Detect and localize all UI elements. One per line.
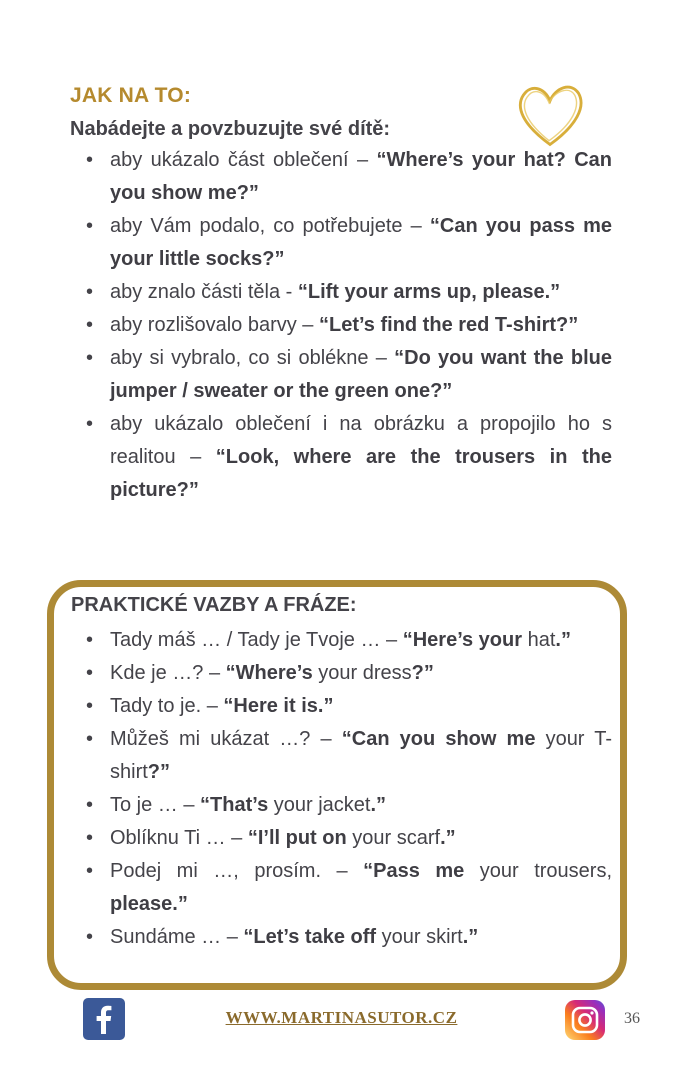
instruction-list [86,144,612,507]
list-item: • Tady to je. – “Here it is.” [86,690,612,723]
page-number: 36 [624,1010,640,1027]
list-item: • Oblíknu Ti … – “I’ll put on your scarf.” [86,822,612,855]
list-item: • aby rozlišovalo barvy – “Let’s find the red T-shirt?” [86,309,612,342]
list-item: • aby si vybralo, co si oblékne – “Do you want the blue jumper / sweater or the green one?” [86,342,612,408]
section-heading: JAK NA TO: [70,84,192,107]
list-item: • Podej mi …, prosím. – “Pass me your trousers, please.” [86,855,612,921]
phrases-box-title: PRAKTICKÉ VAZBY A FRÁZE: [71,594,357,616]
gold-heart-icon [512,78,588,154]
website-link[interactable]: WWW.MARTINASUTOR.CZ [225,1008,458,1027]
instagram-icon[interactable] [565,1000,605,1040]
list-item: • Můžeš mi ukázat …? – “Can you show me your T-shirt?” [86,723,612,789]
list-item: • aby ukázalo část oblečení – “Where’s your hat? Can you show me?” [86,144,612,210]
list-item: • To je … – “That’s your jacket.” [86,789,612,822]
list-item: • Sundáme … – “Let’s take off your skirt.” [86,921,612,954]
list-item: • aby ukázalo oblečení i na obrázku a propojilo ho s realitou – “Look, where are the trousers in the picture?” [86,408,612,507]
list-item: • Tady máš … / Tady je Tvoje … – “Here’s your hat.” [86,624,612,657]
phrases-list [86,624,612,954]
list-item: • aby Vám podalo, co potřebujete – “Can you pass me your little socks?” [86,210,612,276]
list-item: • aby znalo části těla - “Lift your arms up, please.” [86,276,612,309]
section-subheading: Nabádejte a povzbuzujte své dítě: [70,118,391,140]
list-item: • Kde je …? – “Where’s your dress?” [86,657,612,690]
